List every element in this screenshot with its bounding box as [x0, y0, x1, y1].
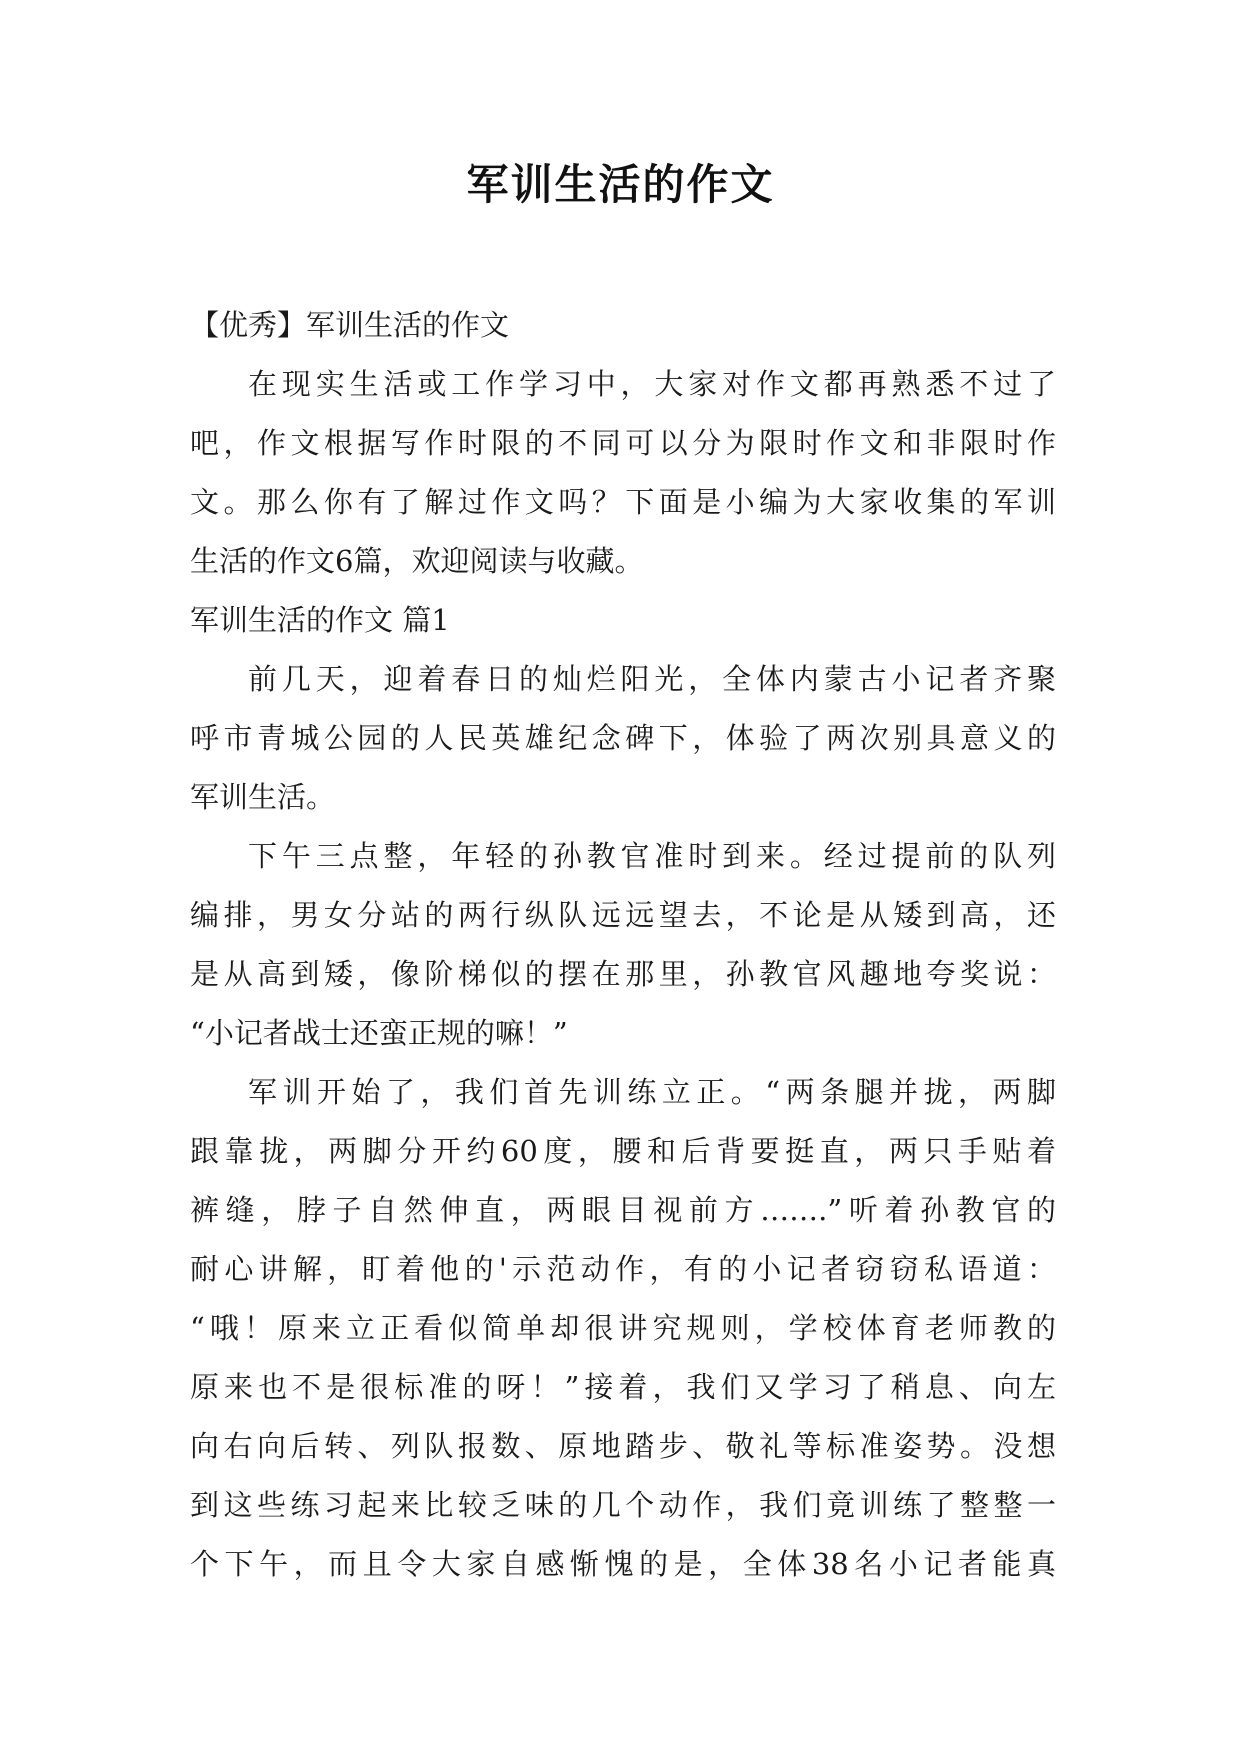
paragraph-line: 裤缝，脖子自然伸直，两眼目视前方…….”听着孙教官的 — [190, 1193, 1056, 1227]
paragraph-line: 到这些练习起来比较乏味的几个动作，我们竟训练了整整一 — [190, 1488, 1056, 1522]
paragraph-line: 个下午，而且令大家自感惭愧的是，全体38名小记者能真 — [190, 1547, 1056, 1581]
paragraph-line: 耐心讲解，盯着他的'示范动作，有的小记者窃窃私语道： — [190, 1252, 1056, 1286]
paragraph-line: 编排，男女分站的两行纵队远远望去，不论是从矮到高，还 — [190, 898, 1056, 932]
paragraph-line: 军训开始了，我们首先训练立正。“两条腿并拢，两脚 — [248, 1075, 1056, 1109]
paragraph-line: 生活的作文6篇，欢迎阅读与收藏。 — [190, 544, 644, 578]
paragraph-line: “小记者战士还蛮正规的嘛！” — [190, 1016, 568, 1050]
paragraph-line: 向右向后转、列队报数、原地踏步、敬礼等标准姿势。没想 — [190, 1429, 1056, 1463]
paragraph-line: 军训生活。 — [190, 780, 336, 814]
document-title: 军训生活的作文 — [466, 160, 775, 209]
paragraph-line: 原来也不是很标准的呀！”接着，我们又学习了稍息、向左 — [190, 1370, 1056, 1404]
paragraph-line: 下午三点整，年轻的孙教官准时到来。经过提前的队列 — [248, 839, 1056, 873]
paragraph-line: 呼市青城公园的人民英雄纪念碑下，体验了两次别具意义的 — [190, 721, 1056, 755]
paragraph-line: 前几天，迎着春日的灿烂阳光，全体内蒙古小记者齐聚 — [248, 662, 1056, 696]
paragraph-line: “哦！原来立正看似简单却很讲究规则，学校体育老师教的 — [190, 1311, 1056, 1345]
paragraph-line: 在现实生活或工作学习中，大家对作文都再熟悉不过了 — [248, 367, 1056, 401]
document-body — [190, 296, 1056, 1594]
paragraph-line: 文。那么你有了解过作文吗？下面是小编为大家收集的军训 — [190, 485, 1056, 519]
subtitle-line: 【优秀】军训生活的作文 — [190, 308, 510, 342]
section-heading: 军训生活的作文 篇1 — [190, 603, 450, 637]
paragraph-line: 是从高到矮，像阶梯似的摆在那里，孙教官风趣地夸奖说： — [190, 957, 1056, 991]
paragraph-line: 吧，作文根据写作时限的不同可以分为限时作文和非限时作 — [190, 426, 1056, 460]
paragraph-line: 跟靠拢，两脚分开约60度，腰和后背要挺直，两只手贴着 — [190, 1134, 1056, 1168]
